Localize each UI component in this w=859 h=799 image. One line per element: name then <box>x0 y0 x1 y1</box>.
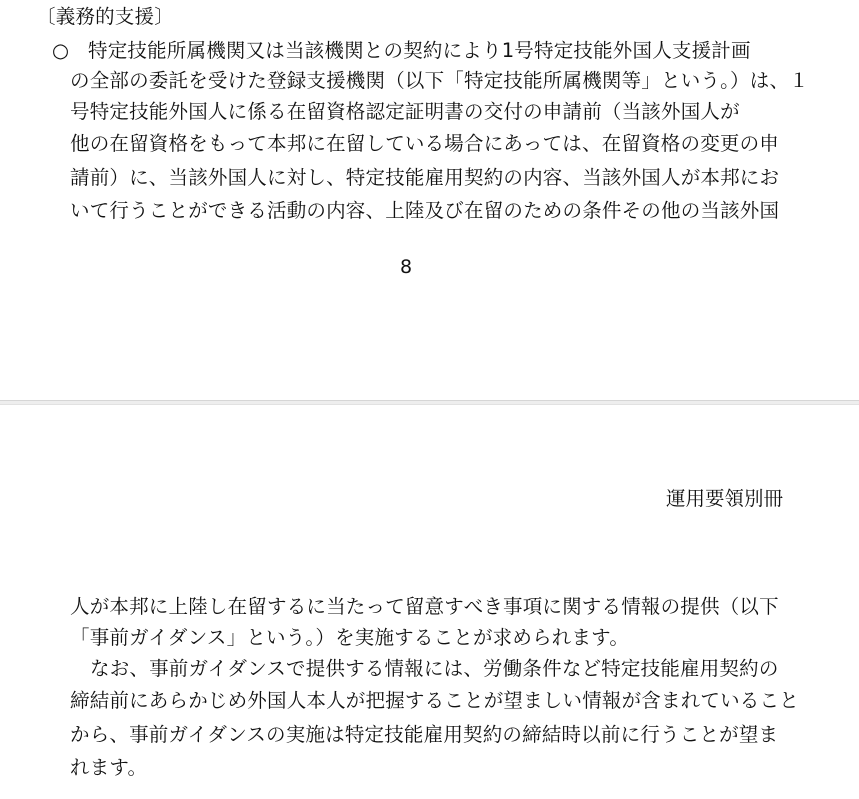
paragraph-line: 号特定技能外国人に係る在留資格認定証明書の交付の申請前（当該外国人が <box>70 100 740 123</box>
paragraph-line: 人が本邦に上陸し在留するに当たって留意すべき事項に関する情報の提供（以下 <box>70 595 779 618</box>
page-number: 8 <box>400 256 413 278</box>
paragraph-line: から、事前ガイダンスの実施は特定技能雇用契約の締結時以前に行うことが望ま <box>70 723 779 746</box>
paragraph-line: れます。 <box>70 756 148 779</box>
paragraph-line: 締結前にあらかじめ外国人本人が把握することが望ましい情報が含まれていること <box>70 689 799 712</box>
paragraph-line: 特定技能所属機関又は当該機関との契約により1号特定技能外国人支援計画 <box>88 39 751 62</box>
paragraph-line: いて行うことができる活動の内容、上陸及び在留のための条件その他の当該外国 <box>70 199 780 222</box>
section-heading: 〔義務的支援〕 <box>36 5 174 28</box>
paragraph-line: なお、事前ガイダンスで提供する情報には、労働条件など特定技能雇用契約の <box>90 657 779 680</box>
document-header-label: 運用要領別冊 <box>666 487 784 510</box>
bullet-circle: ○ <box>52 39 70 62</box>
paragraph-line: 「事前ガイダンス」という。）を実施することが求められます。 <box>70 626 630 649</box>
paragraph-line: 請前）に、当該外国人に対し、特定技能雇用契約の内容、当該外国人が本邦にお <box>70 166 780 189</box>
paragraph-line: 他の在留資格をもって本邦に在留している場合にあっては、在留資格の変更の申 <box>70 132 780 155</box>
paragraph-line: の全部の委託を受けた登録支援機関（以下「特定技能所属機関等」という。）は、１ <box>70 69 809 92</box>
